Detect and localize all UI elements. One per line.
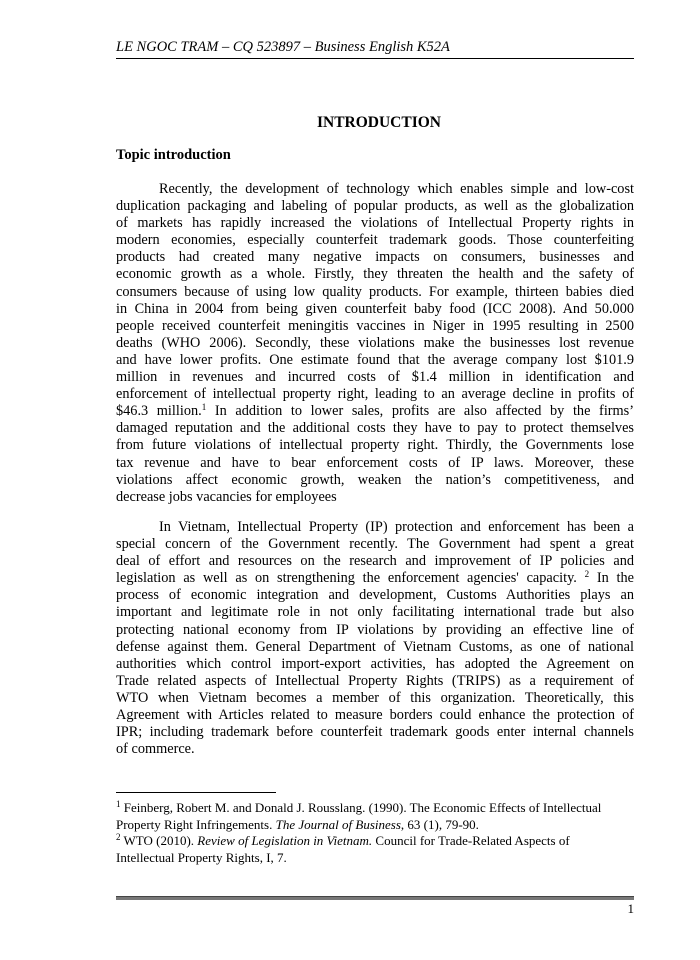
text-line: deaths (WHO 2006). Secondly, these violations make the businesses lost revenue [116, 334, 634, 351]
text-line: million in revenues and incurred costs of $1.4 million in identification and [116, 369, 634, 386]
text-line: of markets has rapidly increased the violations of Intellectual Property rights in [116, 215, 634, 232]
text-line: protecting national economy from IP violations by providing an effective line of [116, 621, 634, 638]
text-line: WTO when Vietnam becomes a member of this organization. Theoretically, this [116, 689, 634, 706]
text-line: enforcement of intellectual property right, leading to an average decline in profits of [116, 386, 634, 403]
text-line: of commerce. [116, 741, 195, 758]
paragraph-1 [116, 181, 634, 506]
text-line: consumers because of using low quality products. For example, thirteen babies died [116, 283, 634, 300]
text-line: authorities which control import-export activities, has adopted the Agreement on [116, 655, 634, 672]
text-line: people received counterfeit meningitis vaccines in Niger in 1995 resulting in 2500 [116, 317, 634, 334]
text-line: products had created many negative impacts on consumers, businesses and [116, 249, 634, 266]
footnote-separator [116, 792, 276, 793]
text-line: tax revenue and have to bear enforcement costs of IP laws. Moreover, these [116, 454, 634, 471]
text-line: decrease jobs vacancies for employees [116, 488, 337, 505]
text-line: legislation as well as on strengthening the enforcement agencies' capacity. $^2$ In the [116, 569, 635, 587]
footnote-reference: 2 [584, 569, 590, 580]
text-line: deal of effort and resources on the research and improvement of IP policies and [116, 553, 634, 570]
text-line: and have lower profits. One estimate found that the average company lost $101.9 [116, 351, 634, 368]
text-line: In Vietnam, Intellectual Property (IP) protection and enforcement has been a [159, 519, 634, 535]
text-line: violations affect economic growth, weaken the nation’s competitiveness, and [116, 471, 634, 488]
text-line: in China in 2004 from being given counterfeit baby food (ICC 2008). And 50.000 [116, 300, 634, 317]
section-title: INTRODUCTION [316, 114, 441, 131]
running-header: LE NGOC TRAM – CQ 523897 – Business English K52A [116, 39, 634, 59]
text-line: Trade related aspects of Intellectual Property Rights (TRIPS) as a requirement of [116, 672, 634, 689]
text-line: special concern of the Government recently. The Government had spent a great [116, 536, 634, 553]
text-line: Recently, the development of technology which enables simple and low-cost [159, 181, 634, 197]
paragraph-2 [116, 519, 634, 758]
text-line: Agreement with Articles related to measure borders could enhance the protection of [116, 707, 634, 724]
text-line: IPR; including trademark before counterfeit trademark goods enter internal channels [116, 724, 634, 741]
text-line: process of economic integration and development, Customs Authorities plays an [116, 587, 634, 604]
footnote-reference: 1 [201, 402, 207, 413]
subsection-heading: Topic introduction [116, 147, 231, 163]
page-number: 1 [627, 901, 634, 916]
footer-rule [116, 896, 634, 900]
text-line: duplication packaging and labeling of popular products, as well as the globalization [116, 198, 634, 215]
text-line: modern economies, especially counterfeit trademark goods. Those counterfeiting [116, 232, 634, 249]
text-line: from future violations of intellectual property right. Thirdly, the Governments lose [116, 437, 634, 454]
text-line: $46.3 million.$^1$ In addition to lower sales, profits are also affected by the firms’ [116, 402, 634, 420]
footnote-2: $^2$ WTO (2010). Review of Legislation in Vietnam. Council for Trade-Related Aspects of Intellectual Property Rights, I, 7. [116, 832, 570, 865]
text-line: damaged reputation and the additional costs they have to pay to protect themselves [116, 420, 634, 437]
text-line: economic growth as a whole. Firstly, they threaten the health and the safety of [116, 266, 634, 283]
footnotes [116, 800, 616, 866]
text-line: defense against them. General Department of Vietnam Customs, as one of national [116, 638, 634, 655]
text-line: important and legitimate role in not only facilitating international trade but also [116, 604, 634, 621]
footnote-1: $^1$ Feinberg, Robert M. and Donald J. Rousslang. (1990). The Economic Effects of Intellectual Property Right Infringements. The Journal of Business, 63 (1), 79-90. [116, 799, 602, 832]
